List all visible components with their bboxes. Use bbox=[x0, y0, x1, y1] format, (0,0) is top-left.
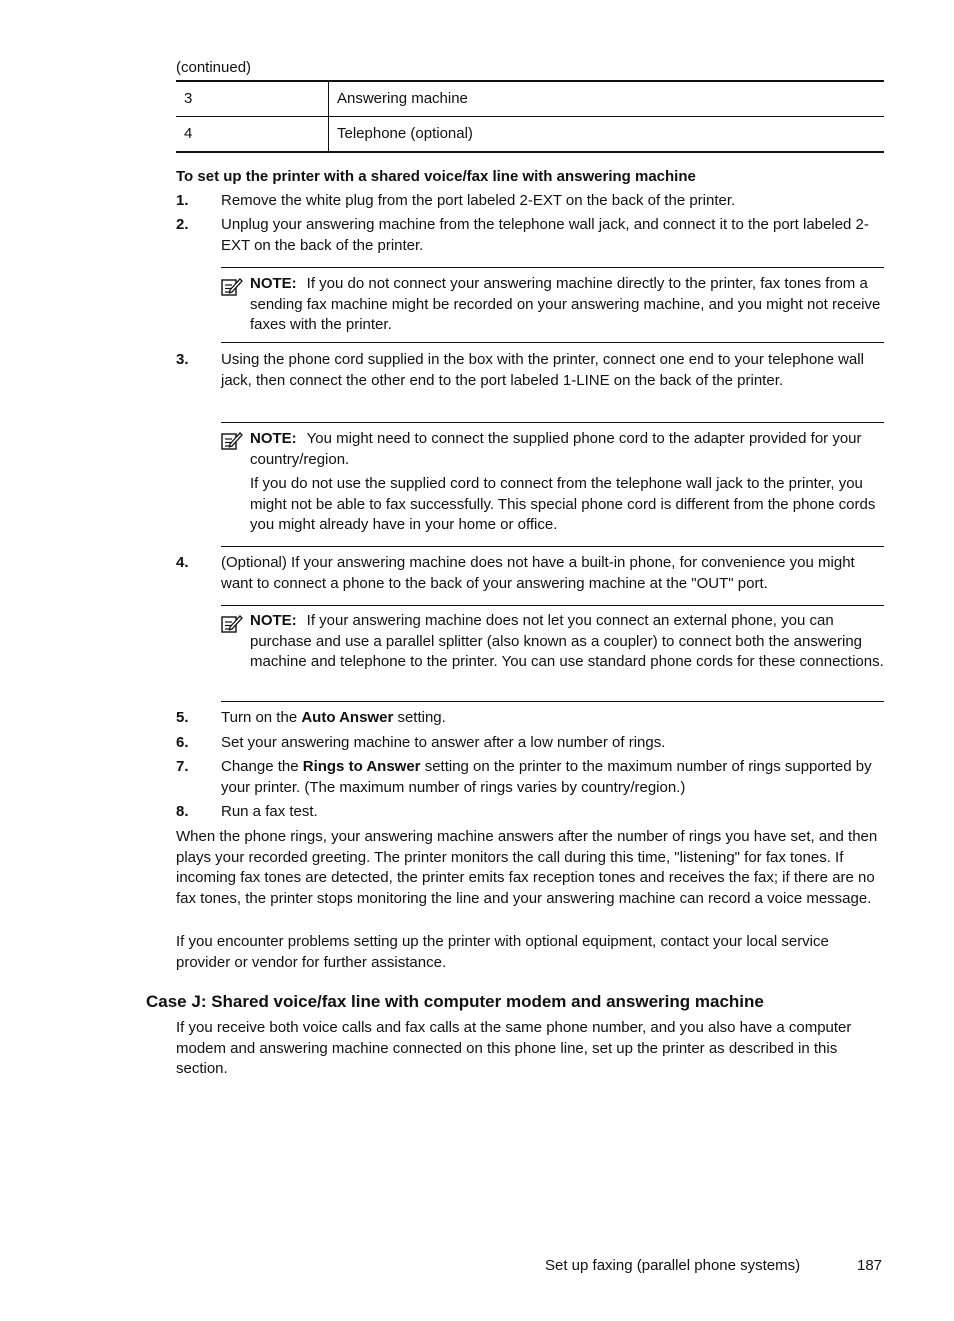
step-number: 7. bbox=[176, 758, 189, 775]
ui-setting-name: Auto Answer bbox=[301, 709, 394, 726]
step-number: 1. bbox=[176, 192, 189, 209]
note-label: NOTE: bbox=[250, 612, 297, 629]
step-text: Unplug your answering machine from the telephone wall jack, and connect it to the port labeled 2-EXT on the back of the printer. bbox=[221, 216, 869, 254]
note-pencil-icon bbox=[221, 277, 243, 297]
step-number: 4. bbox=[176, 554, 189, 571]
step-text: Set your answering machine to answer after a low number of rings. bbox=[221, 734, 666, 751]
parts-table bbox=[176, 80, 884, 153]
step-number: 6. bbox=[176, 734, 189, 751]
step-number: 8. bbox=[176, 803, 189, 820]
step-number: 2. bbox=[176, 216, 189, 233]
step-text: Change the Rings to Answer setting on the printer to the maximum number of rings supported by your printer. (The maximum number of rings varies by country/region.) bbox=[221, 758, 872, 796]
table-cell-number: 4 bbox=[176, 117, 329, 153]
step-text: Run a fax test. bbox=[221, 803, 318, 820]
section-heading: Case J: Shared voice/fax line with computer modem and answering machine bbox=[146, 992, 764, 1011]
ui-setting-name: Rings to Answer bbox=[302, 758, 421, 775]
step-number: 5. bbox=[176, 709, 189, 726]
table-cell-number: 3 bbox=[176, 81, 329, 117]
table-cell-label: Answering machine bbox=[337, 89, 468, 107]
step-text: Using the phone cord supplied in the box with the printer, connect one end to your telephone wall jack, then connect the other end to the port labeled 1-LINE on the back of the printer. bbox=[221, 351, 864, 389]
procedure-title: To set up the printer with a shared voice/fax line with answering machine bbox=[176, 168, 696, 185]
table-row bbox=[176, 117, 884, 153]
table-row bbox=[176, 81, 884, 117]
body-paragraph: If you encounter problems setting up the printer with optional equipment, contact your local service provider or vendor for further assistance. bbox=[176, 933, 829, 971]
note-text: If your answering machine does not let you connect an external phone, you can purchase and use a parallel splitter (also known as a coupler) to connect both the answering machine and telephone to the printer. You can use standard phone cords for these connections. bbox=[250, 612, 884, 670]
continued-label: (continued) bbox=[176, 59, 252, 76]
body-paragraph: When the phone rings, your answering machine answers after the number of rings you have set, and then plays your recorded greeting. The printer monitors the call during this time, "listening" for fax tones. If incoming fax tones are detected, the printer emits fax reception tones and receives the fax; if there are no fax tones, the printer stops monitoring the line and your answering machine can record a voice message. bbox=[176, 828, 878, 907]
note-box bbox=[221, 267, 884, 343]
table-cell-label: Telephone (optional) bbox=[329, 117, 885, 153]
section-intro: If you receive both voice calls and fax calls at the same phone number, and you also have a computer modem and answering machine connected on this phone line, set up the printer as described in this section. bbox=[176, 1019, 852, 1077]
step-text: Remove the white plug from the port labeled 2-EXT on the back of the printer. bbox=[221, 192, 736, 209]
note-text: If you do not connect your answering machine directly to the printer, fax tones from a sending fax machine might be recorded on your answering machine, and you might not receive faxes with the printer. bbox=[250, 275, 881, 333]
footer-section-title: Set up faxing (parallel phone systems) bbox=[545, 1257, 801, 1274]
note-pencil-icon bbox=[221, 431, 243, 451]
note-label: NOTE: bbox=[250, 430, 297, 447]
note-label: NOTE: bbox=[250, 275, 297, 292]
step-text: Turn on the Auto Answer setting. bbox=[221, 709, 446, 726]
note-extra-text: If you do not use the supplied cord to connect from the telephone wall jack to the printer, you might not be able to fax successfully. This special phone cord is different from the phone cords you might already have in your home or office. bbox=[250, 475, 876, 533]
note-box bbox=[221, 422, 884, 547]
page-number: 187 bbox=[857, 1257, 883, 1274]
note-box bbox=[221, 605, 884, 702]
step-text: (Optional) If your answering machine does not have a built-in phone, for convenience you might want to connect a phone to the back of your answering machine at the "OUT" port. bbox=[221, 554, 855, 592]
note-text: You might need to connect the supplied phone cord to the adapter provided for your country/region. bbox=[250, 430, 862, 468]
note-pencil-icon bbox=[221, 614, 243, 634]
step-number: 3. bbox=[176, 351, 189, 368]
